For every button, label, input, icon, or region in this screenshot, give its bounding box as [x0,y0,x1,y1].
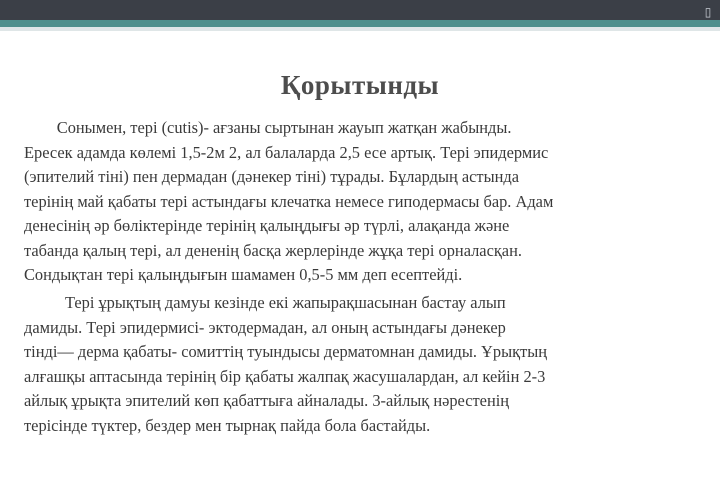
text-line: алғашқы аптасында терінің бір қабаты жалпақ жасушалардан, ал кейін 2-3 [24,366,546,386]
text-line: терісінде түктер, бездер мен тырнақ пайда бола бастайды. [24,415,431,435]
document-icon: ▯ [704,5,712,19]
slide-title: Қорытынды [280,70,440,100]
text-line: дамиды. Тері эпидермисі- эктодермадан, ал оның астындағы дәнекер [24,317,506,337]
text-line: Ересек адамда көлемі 1,5-2м 2, ал балаларда 2,5 есе артық. Тері эпидермис [24,142,549,162]
text-line: тінді— дерма қабаты- сомиттің туындысы дерматомнан дамиды. Ұрықтың [24,342,547,361]
text-line: денесінің әр бөліктерінде терінің қалыңдығы әр түрлі, алақанда және [24,216,510,235]
text-line: айлық ұрықта эпителий көп қабаттыға айналады. 3-айлық нәрестенің [24,391,510,410]
paragraph-development [24,291,694,438]
header-band [0,0,720,20]
paragraph-conclusion [24,116,694,288]
text-line: Сонымен, тері (cutis)- ағзаны сыртынан жауып жатқан жабынды. [24,118,512,137]
text-line: Сондықтан тері қалыңдығын шамамен 0,5-5 мм деп есептейді. [24,265,463,284]
header-accent-stripe [0,20,720,27]
text-line: (эпителий тіні) пен дермадан (дәнекер тіні) тұрады. Бұлардың астында [24,167,519,186]
text-line: терінің май қабаты тері астындағы клечатка немесе гиподермасы бар. Адам [24,191,554,211]
header-light-stripe [0,27,720,31]
text-line: Тері ұрықтың дамуы кезінде екі жапырақшасынан бастау алып [24,293,506,312]
text-line: табанда қалың тері, ал дененің басқа жерлерінде жұқа тері орналасқан. [24,240,522,260]
